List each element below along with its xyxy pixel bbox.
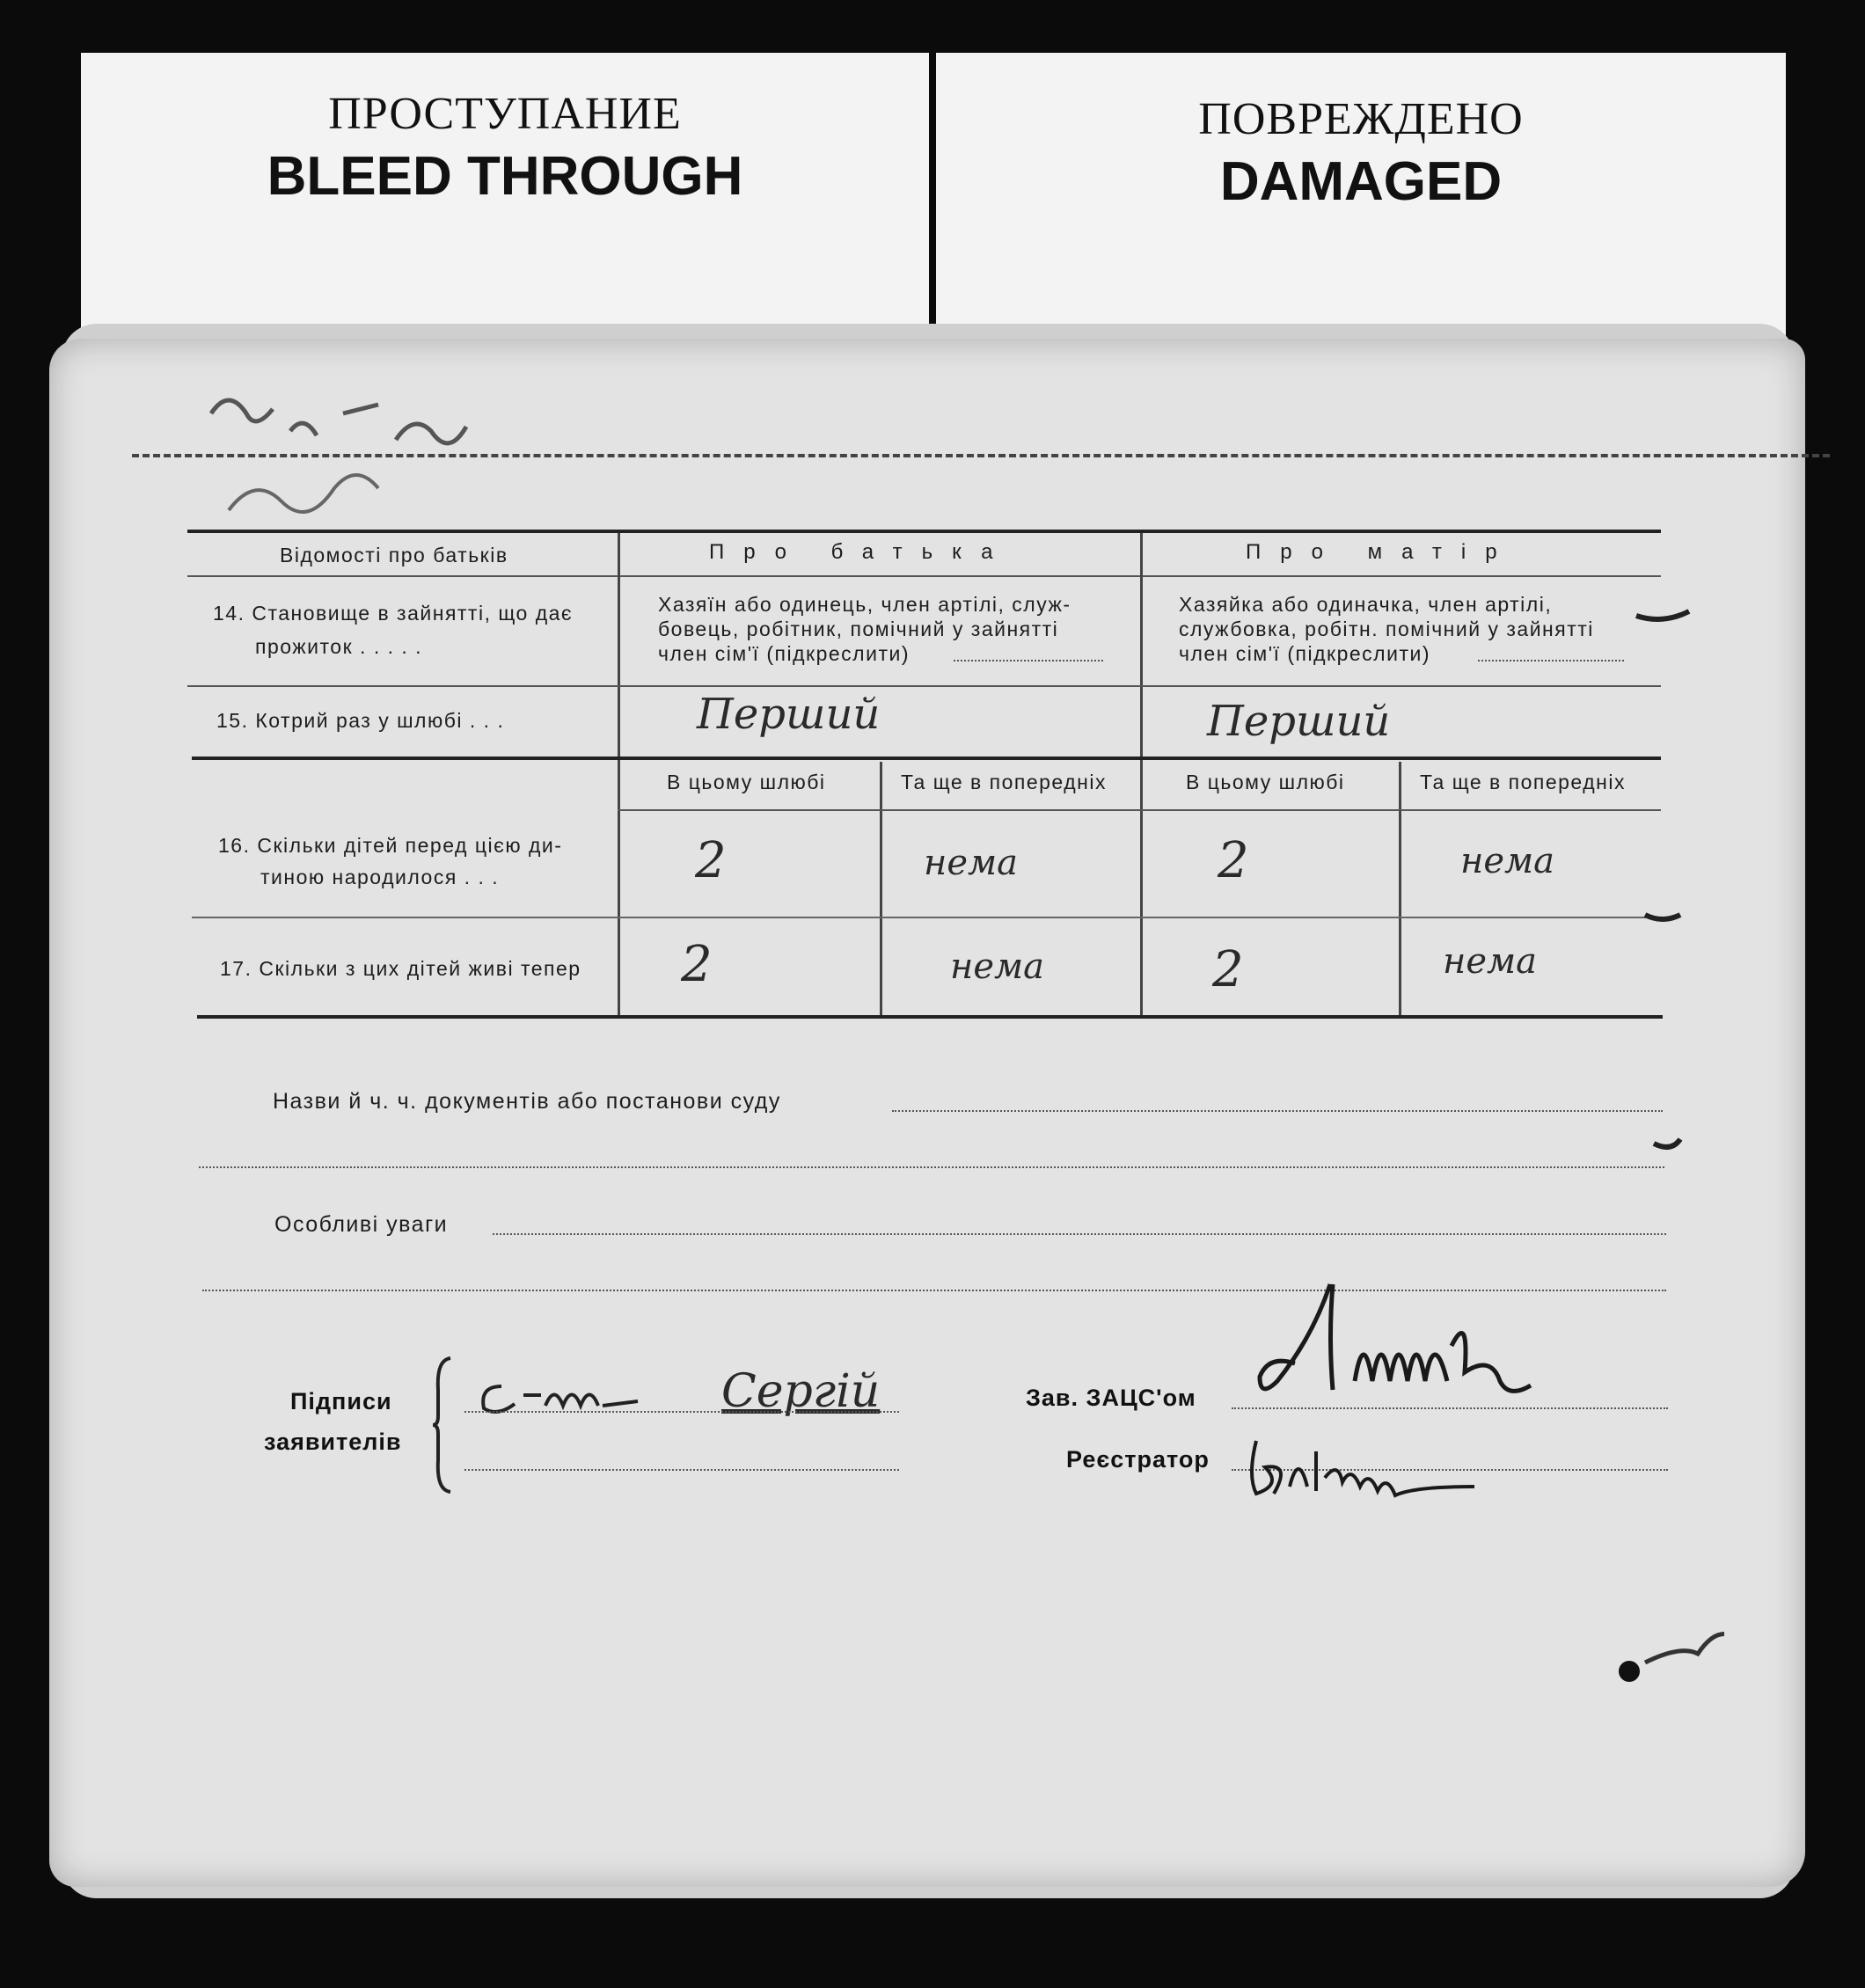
signatures-bracket <box>431 1355 457 1495</box>
applicant-signature-2: Сергій <box>721 1365 881 1418</box>
col-divider-4 <box>1399 762 1401 1015</box>
signature-dots-2 <box>464 1469 899 1471</box>
mother-header: Про матір <box>1246 540 1517 564</box>
row17-label: 17. Скільки з цих дітей живі тепер <box>220 957 581 980</box>
row14-label-b: прожиток . . . . . <box>255 635 423 658</box>
row14-father-c: член сім'ї (підкреслити) <box>658 642 910 665</box>
col-this-marriage-mother: В цьому шлюбі <box>1186 771 1345 793</box>
signature-dots-1 <box>464 1411 899 1413</box>
signatures-label-b: заявителів <box>264 1429 402 1455</box>
row16-rule <box>192 917 1661 918</box>
row17-father-this: 2 <box>681 936 713 993</box>
row14-mother-a: Хазяйка або одиначка, член артілі, <box>1179 593 1553 616</box>
damaged-tag <box>936 53 1786 352</box>
row14-mother-c: член сім'ї (підкреслити) <box>1179 642 1430 665</box>
documents-dots-2 <box>199 1166 1664 1168</box>
tag-left-ru: ПРОСТУПАНИЕ <box>328 89 682 139</box>
row14-father-b: бовець, робітник, помічний у зайнятті <box>658 618 1059 640</box>
col-previous-father: Та ще в попередніх <box>901 771 1107 793</box>
row14-father-a: Хазяїн або одинець, член артілі, служ- <box>658 593 1071 616</box>
row17-mother-this: 2 <box>1212 941 1244 998</box>
table-top-rule <box>187 530 1661 533</box>
row15-label: 15. Котрий раз у шлюбі . . . <box>216 709 505 732</box>
bleed-through-tag <box>81 53 929 352</box>
father-header: Про батька <box>709 540 1013 564</box>
col-this-marriage-father: В цьому шлюбі <box>667 771 826 793</box>
notes-dots-1 <box>493 1233 1666 1235</box>
col-divider-2 <box>1140 533 1143 1015</box>
row16-label-a: 16. Скільки дітей перед цією ди- <box>218 834 563 857</box>
subheader-rule <box>618 809 1661 811</box>
row15-mother-value: Перший <box>1207 697 1391 746</box>
registrar-label: Реєстратор <box>1066 1446 1210 1473</box>
damage-marks <box>1575 581 1724 1724</box>
row15-rule <box>192 756 1661 760</box>
row14-rule <box>187 685 1661 687</box>
signatures-label-a: Підписи <box>290 1388 392 1414</box>
row16-mother-this: 2 <box>1218 832 1249 889</box>
col-previous-mother: Та ще в попередніх <box>1420 771 1626 793</box>
row16-label-b: тиною народилося . . . <box>260 866 500 888</box>
col-divider-3 <box>880 762 882 1015</box>
row14-label-a: 14. Становище в зайнятті, що дає <box>213 602 574 625</box>
row14-father-dots <box>954 660 1103 661</box>
documents-dots-1 <box>892 1110 1663 1112</box>
row16-father-this: 2 <box>695 832 727 889</box>
table-bottom-rule <box>197 1015 1663 1019</box>
tag-right-ru: ПОВРЕЖДЕНО <box>1198 94 1524 144</box>
row15-father-value: Перший <box>697 690 881 739</box>
row16-father-prev: нема <box>924 843 1019 883</box>
head-signature <box>1249 1267 1540 1434</box>
registrar-signature <box>1246 1434 1510 1504</box>
row17-mother-prev: нема <box>1443 941 1538 982</box>
head-label: Зав. ЗАЦС'ом <box>1026 1385 1196 1411</box>
col-divider-1 <box>618 533 620 1015</box>
row14-mother-b: службовка, робітн. помічний у зайнятті <box>1179 618 1594 640</box>
tag-left-en: BLEED THROUGH <box>267 146 743 207</box>
applicant-signature-1 <box>475 1369 651 1422</box>
row16-mother-prev: нема <box>1460 841 1555 881</box>
notes-label: Особливі уваги <box>274 1212 449 1237</box>
header-label: Відомості про батьків <box>280 544 508 566</box>
table-header-rule <box>187 575 1661 577</box>
row17-father-prev: нема <box>950 946 1045 987</box>
tag-right-en: DAMAGED <box>1219 151 1503 212</box>
documents-label: Назви й ч. ч. документів або постанови суду <box>273 1089 781 1114</box>
